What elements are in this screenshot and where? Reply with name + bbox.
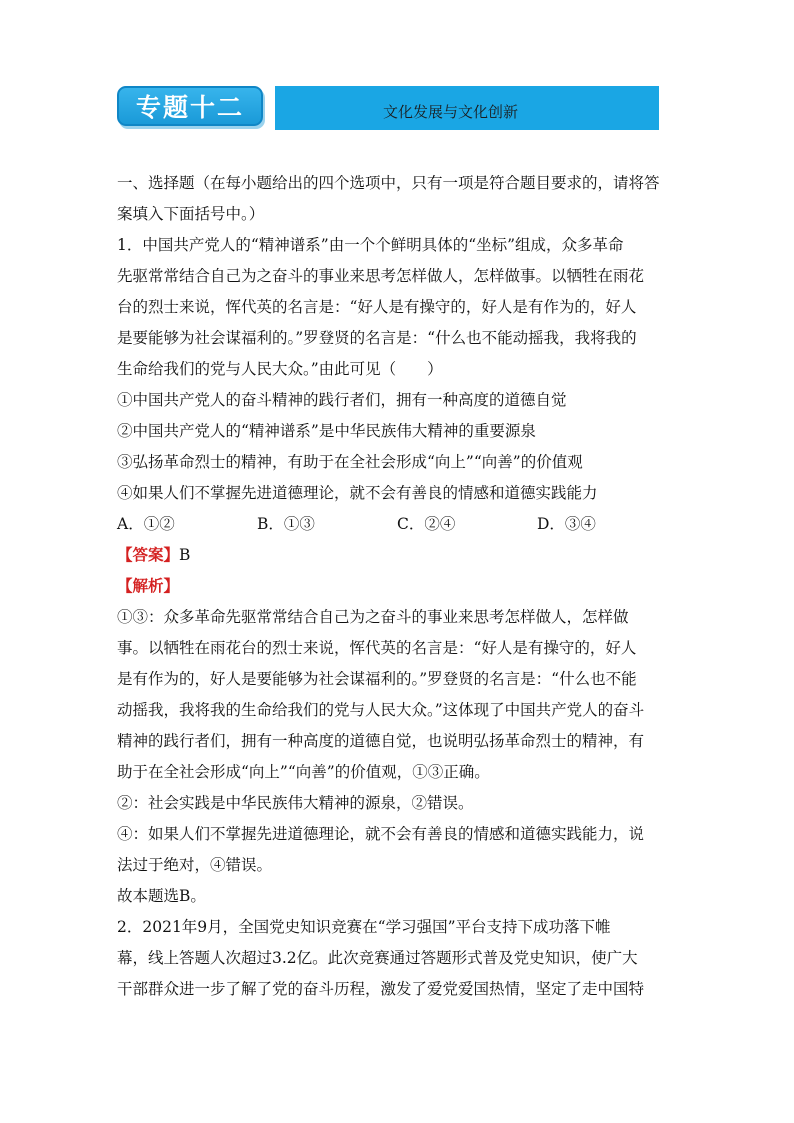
q1-analysis-line: 事。以牺牲在雨花台的烈士来说，恽代英的名言是：“好人是有操守的，好人 (117, 639, 637, 657)
q1-answer (117, 540, 677, 571)
q1-analysis-line: 精神的践行者们，拥有一种高度的道德自觉，也说明弘扬革命烈士的精神，有 (117, 732, 645, 750)
q1-option-d: D．③④ (537, 515, 596, 533)
q1-stem-line: 台的烈士来说，恽代英的名言是：“好人是有操守的，好人是有作为的，好人 (117, 298, 637, 316)
answer-tag: 【答案】 (117, 546, 180, 564)
chapter-badge: 专题十二 (117, 86, 263, 126)
q1-option-a: A．①② (117, 515, 175, 533)
q1-stem-line: 先驱常常结合自己为之奋斗的事业来思考怎样做人，怎样做事。以牺牲在雨花 (117, 267, 645, 285)
q2-stem-line: 幕，线上答题人次超过3.2亿。此次竞赛通过答题形式普及党史知识，使广大 (117, 949, 638, 967)
document-body (117, 168, 677, 1005)
analysis-tag: 【解析】 (117, 577, 180, 595)
q1-stem-line: 生命给我们的党与人民大众。”由此可见（ ） (117, 360, 443, 378)
q1-analysis-line: 故本题选B。 (117, 887, 206, 905)
q1-analysis-line: ④：如果人们不掌握先进道德理论，就不会有善良的情感和道德实践能力，说 (117, 825, 645, 843)
q1-analysis-line: ①③：众多革命先驱常常结合自己为之奋斗的事业来思考怎样做人，怎样做 (117, 608, 629, 626)
q1-options (117, 509, 677, 540)
answer-value: B (179, 546, 191, 564)
section-heading-line-1: 一、选择题（在每小题给出的四个选项中，只有一项是符合题目要求的，请将答 (117, 174, 660, 192)
q2-stem-line: 干部群众进一步了解了党的奋斗历程，激发了爱党爱国热情，坚定了走中国特 (117, 980, 645, 998)
q1-statement: ④如果人们不掌握先进道德理论，就不会有善良的情感和道德实践能力 (117, 484, 598, 502)
q1-option-b: B．①③ (257, 515, 315, 533)
chapter-header (117, 84, 659, 130)
q1-statement: ①中国共产党人的奋斗精神的践行者们，拥有一种高度的道德自觉 (117, 391, 567, 409)
q1-statement: ②中国共产党人的“精神谱系”是中华民族伟大精神的重要源泉 (117, 422, 536, 440)
q1-analysis-heading (117, 571, 677, 602)
q1-stem-line: 1．中国共产党人的“精神谱系”由一个个鲜明具体的“坐标”组成，众多革命 (117, 236, 624, 254)
chapter-title-bar (275, 86, 659, 130)
q1-analysis-line: 是有作为的，好人是要能够为社会谋福利的。”罗登贤的名言是：“什么也不能 (117, 670, 637, 688)
chapter-title: 文化发展与文化创新 (383, 103, 519, 121)
section-heading-line-2: 案填入下面括号中。） (117, 205, 265, 223)
q1-analysis-line: 法过于绝对，④错误。 (117, 856, 273, 874)
q1-analysis-line: 助于在全社会形成“向上”“向善”的价值观，①③正确。 (117, 763, 490, 781)
q1-statement: ③弘扬革命烈士的精神，有助于在全社会形成“向上”“向善”的价值观 (117, 453, 583, 471)
q1-stem-line: 是要能够为社会谋福利的。”罗登贤的名言是：“什么也不能动摇我，我将我的 (117, 329, 637, 347)
q1-option-c: C．②④ (397, 515, 456, 533)
q2-stem-line: 2．2021年9月，全国党史知识竞赛在“学习强国”平台支持下成功落下帷 (117, 918, 611, 936)
q1-analysis-line: 动摇我，我将我的生命给我们的党与人民大众。”这体现了中国共产党人的奋斗 (117, 701, 645, 719)
q1-analysis-line: ②：社会实践是中华民族伟大精神的源泉，②错误。 (117, 794, 474, 812)
